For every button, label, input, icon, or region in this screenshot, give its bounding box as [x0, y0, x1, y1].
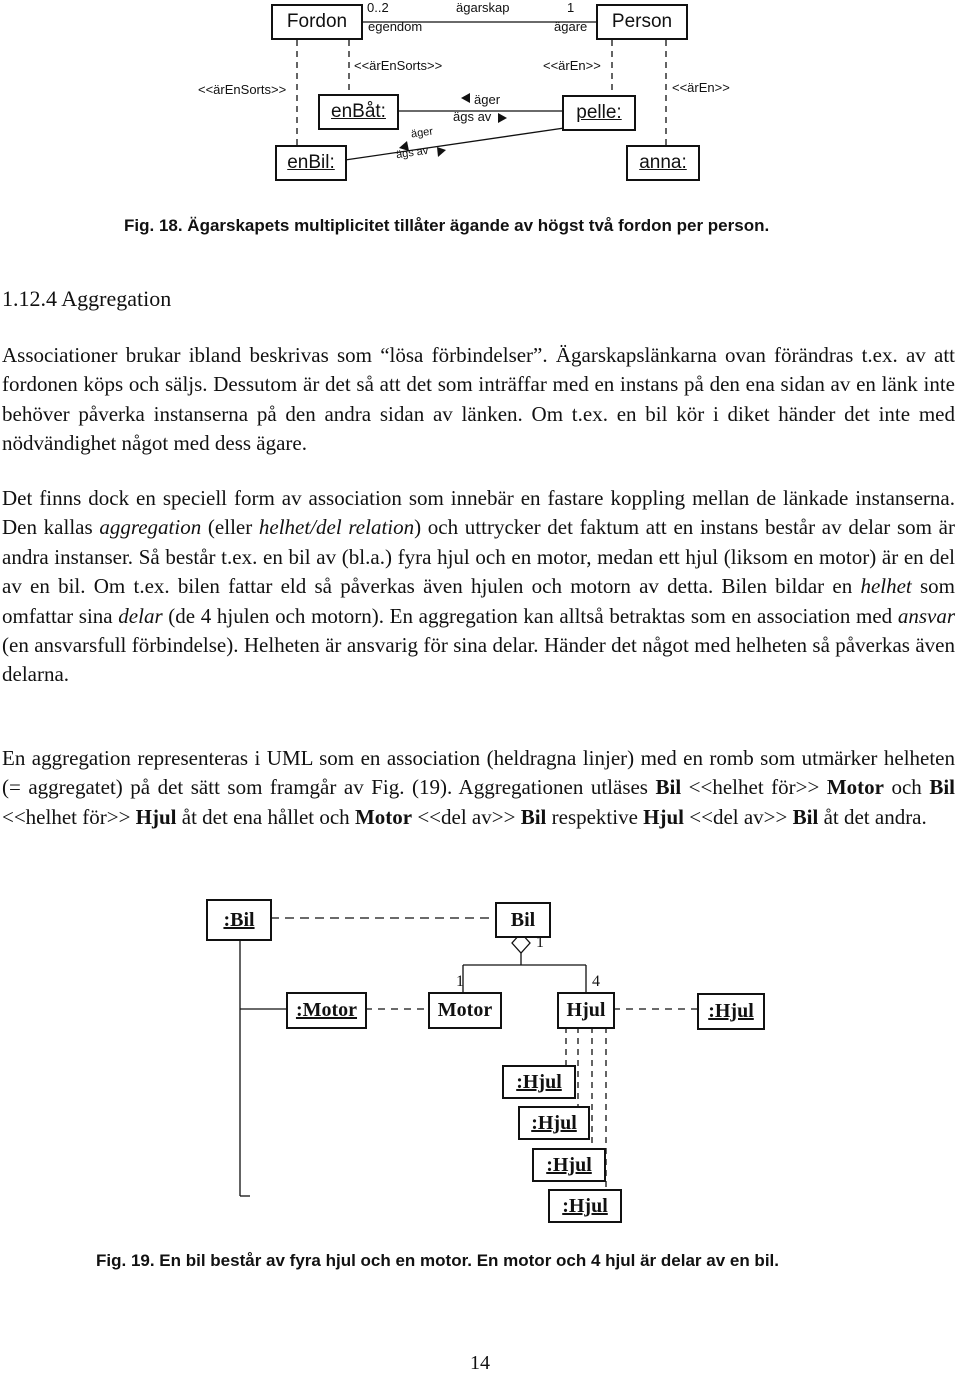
paragraph-3: En aggregation representeras i UML som en association (heldragna linjer) med en romb som utmärker helheten (= aggregatet) på det sätt som framgår av Fig. (19). Aggregationen utläses Bil <<helhet för>> Motor och Bil <<helhet för>> Hjul åt det ena hållet och Motor <<del av>> Bil respektive Hjul <<del av>> Bil åt det andra. — [2, 746, 955, 829]
enbil-label: enBil: — [287, 152, 335, 173]
hjul-instance-4: :Hjul — [548, 1189, 622, 1223]
section-heading: 1.12.4 Aggregation — [2, 286, 172, 311]
fordon-class-box: Fordon — [271, 4, 363, 40]
enbat-object-box — [318, 94, 399, 130]
hjul-instance-2: :Hjul — [518, 1106, 590, 1140]
bil-object-box: :Bil — [206, 899, 272, 941]
stereotype-pelle: <<ärEn>> — [543, 58, 601, 73]
multiplicity-left: 0..2 — [367, 0, 389, 15]
bil-multiplicity: 1 — [536, 934, 544, 951]
link2-ags-av: ägs av — [395, 144, 430, 162]
multiplicity-right: 1 — [567, 0, 575, 15]
role-egendom: egendom — [368, 19, 423, 34]
link2-ager: äger — [410, 125, 434, 141]
stereotype-bat: <<ärEnSorts>> — [354, 58, 443, 73]
paragraph-1: Associationer brukar ibland beskrivas som “lösa förbindelser”. Ägarskapslänkarna ovan förändras t.ex. av att fordonen köps och säljs. Dessutom är det så att det som inträffar med en instans på den ena sidan av en länk inte behöver påverka instanserna på den andra sidan av länken. Om t.ex. en bil kör i diket händer det inte med nödvändighet något med dess ägare. — [2, 343, 955, 456]
fig18-caption: Fig. 18. Ägarskapets multiplicitet tillåter ägande av högst två fordon per person. — [124, 216, 770, 235]
paragraph-2: Det finns dock en speciell form av association som innebär en fastare koppling mellan de länkade instanserna. Den kallas aggregation (eller helhet/del relation) och uttrycker det faktum att en instans består av delar som är andra instanser. Så består t.ex. en bil av (bl.a.) fyra hjul och en motor, medan ett hjul (liksom en motor) är en del av en bil. Om t.ex. bilen fattar eld så påverkas även hjulen och motorn av detta. Bilen bildar en helhet som omfattar sina delar (de 4 hjulen och motorn). En aggregation kan alltså betraktas som en association med ansvar (en ansvarsfull förbindelse). Helheten är ansvarig för sina delar. Händer det något med helheten så påverkas även delarna. — [2, 486, 956, 687]
motor-class-box: Motor — [428, 992, 502, 1029]
motor-multiplicity: 1 — [456, 973, 464, 990]
link-ags-av: ägs av — [453, 109, 492, 124]
hjul-class-box: Hjul — [557, 992, 615, 1029]
stereotype-anna: <<ärEn>> — [672, 80, 730, 95]
hjul-multiplicity: 4 — [592, 973, 600, 990]
anna-label: anna: — [639, 152, 687, 173]
term-helhet: helhet — [860, 574, 912, 599]
term-delar: delar — [118, 603, 163, 628]
term-ansvar: ansvar — [897, 603, 955, 628]
stereotype-bil: <<ärEnSorts>> — [198, 82, 287, 97]
bil-class-box: Bil — [495, 902, 551, 938]
hjul-instance-3: :Hjul — [532, 1148, 606, 1182]
fig19-caption: Fig. 19. En bil består av fyra hjul och en motor. En motor och 4 hjul är delar av en bil. — [96, 1251, 779, 1270]
anna-object-box — [626, 145, 700, 181]
role-agare: ägare — [554, 19, 588, 34]
enbil-object-box — [275, 145, 347, 181]
term-aggregation: aggregation — [99, 515, 202, 540]
term-helhet-del: helhet/del relation — [258, 515, 415, 540]
enbat-label: enBåt: — [331, 101, 386, 122]
person-class-box: Person — [596, 4, 688, 40]
motor-object-box: :Motor — [286, 992, 367, 1029]
association-name: ägarskap — [456, 0, 510, 15]
link-ager: äger — [474, 92, 501, 107]
page-number: 14 — [470, 1352, 490, 1374]
hjul-instance-1: :Hjul — [502, 1065, 576, 1099]
pelle-label: pelle: — [576, 102, 622, 123]
pelle-object-box — [562, 95, 636, 131]
hjul-object-right: :Hjul — [697, 993, 765, 1030]
